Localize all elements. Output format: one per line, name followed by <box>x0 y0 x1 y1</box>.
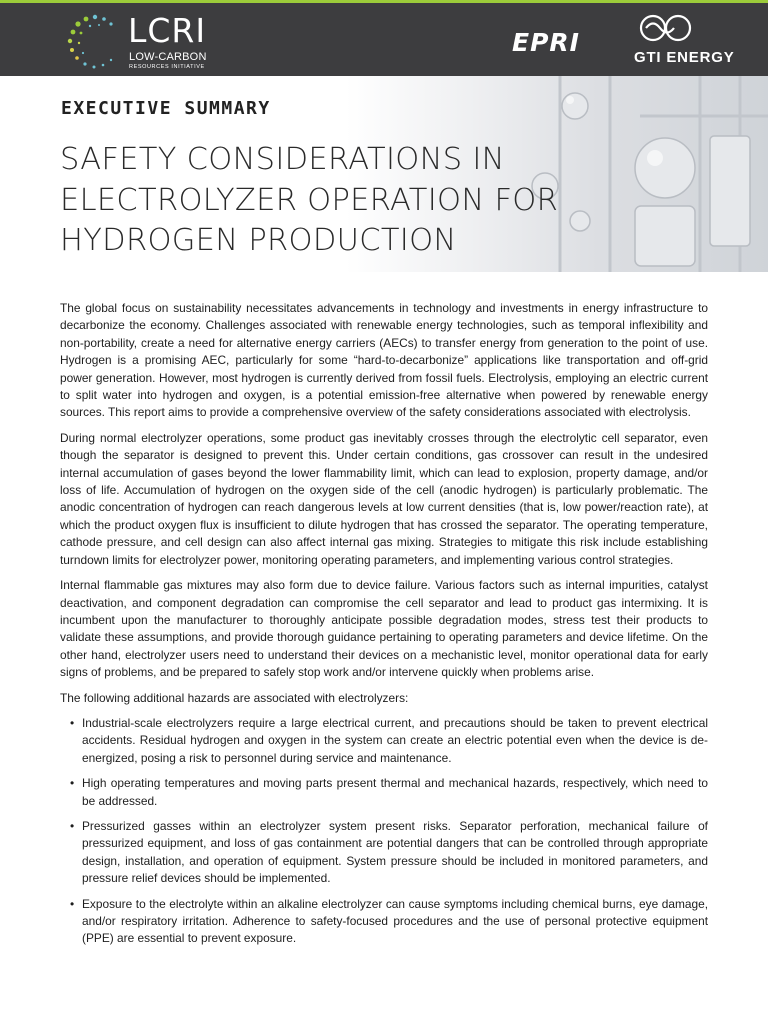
title-banner <box>0 76 768 272</box>
list-item <box>60 775 708 810</box>
bullet-icon: • <box>70 776 75 791</box>
gti-energy-logo <box>632 13 752 69</box>
list-item <box>60 715 708 767</box>
lcri-logo <box>66 11 226 73</box>
lcri-tagline-small: RESOURCES INITIATIVE <box>129 64 205 70</box>
title-line: HYDROGEN PRODUCTION <box>60 223 457 258</box>
list-item-text: High operating temperatures and moving parts present thermal and mechanical hazards, respectively, which need to be addressed. <box>82 776 708 808</box>
gti-wordmark: GTI ENERGY <box>634 49 735 66</box>
paragraph-gas-crossover: During normal electrolyzer operations, some product gas inevitably crosses through the electrolytic cell separator, even though the separator is designed to prevent this. Under certain conditions, gas crossover can result in the undesired internal accumulation of gases beyond the lower flammability limit, which can lead to explosion, property damage, and/or loss of life. Accumulation of hydrogen on the oxygen side of the cell (anodic hydrogen) is particularly problematic. The anodic concentration of hydrogen can reach dangerous levels at low current densities (that is, low power/reaction rate), at which the product oxygen flux is insufficient to dilute hydrogen that has crossed the separator. The operating temperature, cathode pressure, and cell design can also affect internal gas mixing. Strategies to mitigate this risk include establishing turndown limits for electrolyzer power, monitoring operating parameters, and implementing various control strategies. <box>60 430 708 567</box>
section-label: EXECUTIVE SUMMARY <box>61 98 271 119</box>
list-item-text: Exposure to the electrolyte within an alkaline electrolyzer can cause symptoms including chemical burns, eye damage, and/or respiratory irritation. Adherence to safety-focused procedures and the use of personal protective equipment (PPE) are essential to prevent exposure. <box>82 896 708 946</box>
bullet-icon: • <box>70 715 75 730</box>
hazard-list <box>60 715 708 948</box>
list-item <box>60 818 708 888</box>
bullet-icon: • <box>70 818 75 833</box>
document-body <box>60 300 708 956</box>
list-item-text: Industrial-scale electrolyzers require a large electrical current, and precautions should be taken to prevent electrical accidents. Residual hydrogen and oxygen in the system can create an electric potential even when the device is de-energized, posing a risk to personnel during service and maintenance. <box>82 715 708 765</box>
page-title <box>60 140 620 262</box>
title-line: SAFETY CONSIDERATIONS IN <box>60 142 505 177</box>
bullet-icon: • <box>70 896 75 911</box>
lcri-tagline: LOW-CARBON <box>129 51 207 63</box>
lcri-ring-icon <box>66 13 124 71</box>
title-line: ELECTROLYZER OPERATION FOR <box>60 182 559 218</box>
header-bar <box>0 0 768 76</box>
paragraph-intro: The global focus on sustainability necessitates advancements in technology and investments in energy infrastructure to decarbonize the economy. Challenges associated with renewable energy technologies, such as temporal inflexibility and non-portability, create a need for alternative energy carriers (AECs) to transfer energy from generation to the point of use. Hydrogen is a promising AEC, particularly for some “hard-to-decarbonize” applications like transportation and off-grid power generation. However, most hydrogen is currently derived from fossil fuels. Electrolysis, employing an electric current to split water into hydrogen and oxygen, is a potential emission-free alternative when powered by renewable energy sources. This report aims to provide a comprehensive overview of the safety considerations associated with electrolysis. <box>60 301 708 420</box>
paragraph-hazards-intro: The following additional hazards are associated with electrolyzers: <box>60 690 409 705</box>
epri-logo: EPRI <box>512 28 580 57</box>
list-item-text: Pressurized gasses within an electrolyzer system present risks. Separator perforation, mechanical failure of pressurized equipment, and loss of gas containment are potential dangers that can be controlled through appropriate design, installation, and operation of equipment. System pressure should be included in monitored parameters, and pressure relief devices should be implemented. <box>82 818 708 886</box>
lcri-wordmark: LCRI <box>128 11 207 50</box>
gti-infinity-icon <box>636 13 698 45</box>
paragraph-device-failure: Internal flammable gas mixtures may also form due to device failure. Various factors such as internal impurities, catalyst deactivation, and component degradation can compromise the cell separator and lead to product gas intermixing. It is incumbent upon the manufacturer to thoroughly anticipate possible degradation modes, stress test their products to validate these assumptions, and provide thorough guidance pertaining to operating parameters and device lifetime. On the other hand, electrolyzer users need to understand their devices on a mechanistic level, monitor operational data for early signs of problems, and be prepared to safely stop work and/or intervene quickly when problems arise. <box>60 578 708 680</box>
list-item <box>60 896 708 948</box>
